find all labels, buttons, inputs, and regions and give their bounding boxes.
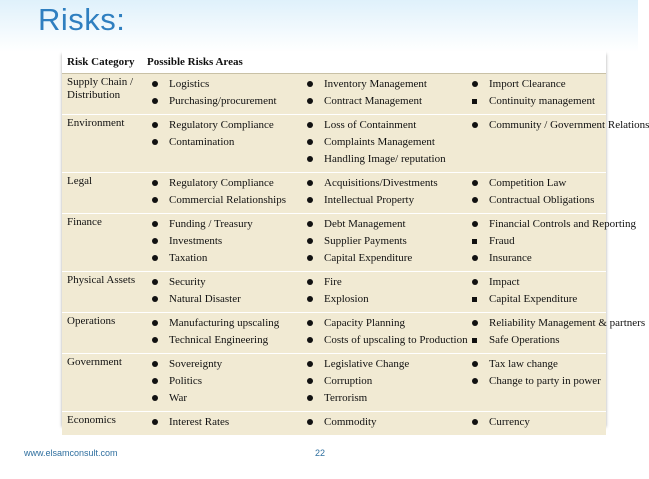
risk-area-label: Security — [169, 276, 206, 288]
list-item — [303, 136, 468, 149]
risk-area-label: Debt Management — [324, 218, 406, 230]
list-item — [468, 78, 618, 91]
risk-area-label: Funding / Treasury — [169, 218, 253, 230]
risk-areas-columns — [148, 216, 636, 269]
round-bullet-icon — [152, 221, 158, 227]
risk-area-label: Inventory Management — [324, 78, 427, 90]
risk-area-label: Capacity Planning — [324, 317, 405, 329]
risk-category-cell: Finance — [62, 214, 142, 272]
round-bullet-icon — [472, 122, 478, 128]
table-row — [62, 74, 606, 115]
list-item — [303, 95, 468, 108]
list-item — [468, 235, 618, 248]
round-bullet-icon — [152, 238, 158, 244]
table-row — [62, 354, 606, 412]
risk-area-label: Legislative Change — [324, 358, 410, 370]
risk-list — [468, 317, 646, 347]
risk-area-label: Commodity — [324, 416, 377, 428]
list-item — [468, 317, 646, 330]
list-item — [148, 194, 303, 207]
risk-areas-columns — [148, 274, 606, 310]
table-row — [62, 214, 606, 272]
round-bullet-icon — [152, 320, 158, 326]
round-bullet-icon — [152, 139, 158, 145]
risk-list — [148, 317, 303, 347]
risk-area-label: Tax law change — [489, 358, 558, 370]
risk-areas-column — [303, 356, 468, 409]
risk-areas-column — [148, 76, 303, 112]
list-item — [303, 78, 468, 91]
risk-area-label: Supplier Payments — [324, 235, 407, 247]
round-bullet-icon — [307, 139, 313, 145]
round-bullet-icon — [152, 81, 158, 87]
risk-area-label: Fire — [324, 276, 342, 288]
square-bullet-icon — [472, 338, 477, 343]
risk-area-label: Politics — [169, 375, 203, 387]
risk-area-label: Community / Government Relations — [489, 119, 649, 131]
risk-area-label: Technical Engineering — [169, 334, 269, 346]
header-risk-category: Risk Category — [62, 51, 142, 74]
risk-areas-column — [303, 216, 468, 269]
risk-category-cell: Economics — [62, 412, 142, 436]
risk-area-label: Continuity management — [489, 95, 596, 107]
round-bullet-icon — [472, 419, 478, 425]
list-item — [148, 136, 303, 149]
list-item — [303, 153, 468, 166]
list-item — [303, 194, 468, 207]
list-item — [468, 194, 618, 207]
round-bullet-icon — [472, 197, 478, 203]
risk-areas-column — [303, 117, 468, 170]
risk-list — [148, 177, 303, 207]
list-item — [148, 334, 303, 347]
round-bullet-icon — [307, 156, 313, 162]
round-bullet-icon — [307, 180, 313, 186]
risk-list — [303, 416, 468, 429]
list-item — [148, 358, 303, 371]
table-body — [62, 74, 649, 436]
risk-areas-column — [468, 76, 618, 112]
risk-area-label: Contractual Obligations — [489, 194, 595, 206]
round-bullet-icon — [152, 98, 158, 104]
risk-list — [468, 119, 649, 132]
round-bullet-icon — [307, 197, 313, 203]
list-item — [468, 375, 618, 388]
round-bullet-icon — [307, 238, 313, 244]
list-item — [468, 416, 618, 429]
list-item — [148, 78, 303, 91]
risk-list — [303, 177, 468, 207]
list-item — [303, 392, 468, 405]
table-row — [62, 173, 606, 214]
risk-areas-column — [468, 117, 649, 170]
round-bullet-icon — [152, 361, 158, 367]
slide-title: Risks: — [38, 2, 126, 37]
risk-areas-column — [148, 356, 303, 409]
round-bullet-icon — [307, 395, 313, 401]
risk-category-cell: Legal — [62, 173, 142, 214]
list-item — [148, 218, 303, 231]
round-bullet-icon — [307, 122, 313, 128]
risk-list — [468, 276, 618, 306]
risk-areas-columns — [148, 76, 606, 112]
risk-list — [303, 218, 468, 265]
round-bullet-icon — [307, 378, 313, 384]
list-item — [303, 416, 468, 429]
risk-area-label: Change to party in power — [489, 375, 601, 387]
risk-areas-cell — [142, 412, 606, 436]
round-bullet-icon — [472, 320, 478, 326]
list-item — [148, 276, 303, 289]
risk-area-label: War — [169, 392, 188, 404]
square-bullet-icon — [472, 239, 477, 244]
risk-areas-cell — [142, 173, 606, 214]
risk-area-label: Financial Controls and Reporting — [489, 218, 636, 230]
risk-areas-column — [468, 175, 618, 211]
list-item — [148, 119, 303, 132]
list-item — [303, 177, 468, 190]
risk-area-label: Sovereignty — [169, 358, 223, 370]
round-bullet-icon — [472, 221, 478, 227]
risk-area-label: Capital Expenditure — [489, 293, 578, 305]
risk-area-label: Costs of upscaling to Production — [324, 334, 468, 346]
risk-area-label: Currency — [489, 416, 530, 428]
page-number: 22 — [315, 448, 326, 458]
round-bullet-icon — [152, 180, 158, 186]
list-item — [468, 119, 649, 132]
list-item — [303, 218, 468, 231]
list-item — [468, 276, 618, 289]
risk-category-cell: Physical Assets — [62, 272, 142, 313]
risk-list — [468, 78, 618, 108]
risk-area-label: Reliability Management & partners — [489, 317, 646, 329]
list-item — [148, 392, 303, 405]
risk-areas-column — [303, 315, 468, 351]
risk-area-label: Fraud — [489, 235, 515, 247]
list-item — [148, 235, 303, 248]
risks-table-container — [62, 51, 649, 428]
risk-area-label: Interest Rates — [169, 416, 230, 428]
list-item — [148, 293, 303, 306]
risk-area-label: Logistics — [169, 78, 210, 90]
risk-areas-column — [468, 356, 618, 409]
risk-area-label: Regulatory Compliance — [169, 177, 274, 189]
risk-areas-column — [468, 274, 618, 310]
risk-category-cell: Supply Chain / Distribution — [62, 74, 142, 115]
risk-area-label: Natural Disaster — [169, 293, 241, 305]
list-item — [303, 358, 468, 371]
risk-list — [468, 358, 618, 388]
list-item — [303, 252, 468, 265]
risk-areas-column — [303, 414, 468, 433]
round-bullet-icon — [152, 378, 158, 384]
risk-areas-column — [148, 216, 303, 269]
round-bullet-icon — [307, 337, 313, 343]
risk-areas-cell — [142, 115, 649, 173]
risk-area-label: Import Clearance — [489, 78, 566, 90]
risk-list — [148, 78, 303, 108]
risk-area-label: Commercial Relationships — [169, 194, 287, 206]
risk-category-cell: Environment — [62, 115, 142, 173]
risks-table — [62, 51, 649, 435]
round-bullet-icon — [472, 81, 478, 87]
risk-areas-column — [148, 414, 303, 433]
round-bullet-icon — [152, 419, 158, 425]
list-item — [303, 334, 468, 347]
risk-areas-column — [468, 216, 636, 269]
round-bullet-icon — [307, 419, 313, 425]
risk-list — [303, 358, 468, 405]
risk-areas-cell — [142, 214, 636, 272]
round-bullet-icon — [152, 197, 158, 203]
risk-list — [468, 218, 636, 265]
round-bullet-icon — [307, 98, 313, 104]
square-bullet-icon — [472, 99, 477, 104]
risk-area-label: Explosion — [324, 293, 369, 305]
round-bullet-icon — [307, 221, 313, 227]
risk-list — [468, 416, 618, 429]
risk-area-label: Purchasing/procurement — [169, 95, 277, 107]
round-bullet-icon — [152, 395, 158, 401]
round-bullet-icon — [152, 296, 158, 302]
risk-areas-column — [148, 274, 303, 310]
risk-area-label: Taxation — [169, 252, 208, 264]
list-item — [468, 252, 618, 265]
square-bullet-icon — [472, 297, 477, 302]
risk-areas-column — [303, 76, 468, 112]
risk-areas-cell — [142, 272, 606, 313]
risk-areas-cell — [142, 74, 606, 115]
list-item — [303, 119, 468, 132]
round-bullet-icon — [472, 279, 478, 285]
footer-website: www.elsamconsult.com — [24, 448, 118, 458]
round-bullet-icon — [307, 279, 313, 285]
risk-area-label: Handling Image/ reputation — [324, 153, 446, 165]
round-bullet-icon — [152, 255, 158, 261]
round-bullet-icon — [307, 81, 313, 87]
risk-area-label: Complaints Management — [324, 136, 435, 148]
list-item — [148, 177, 303, 190]
risk-area-label: Regulatory Compliance — [169, 119, 274, 131]
risk-list — [148, 218, 303, 265]
list-item — [303, 276, 468, 289]
round-bullet-icon — [307, 255, 313, 261]
risk-area-label: Insurance — [489, 252, 532, 264]
list-item — [303, 293, 468, 306]
risk-areas-columns — [148, 414, 606, 433]
list-item — [148, 317, 303, 330]
risk-area-label: Contract Management — [324, 95, 423, 107]
risk-area-label: Impact — [489, 276, 520, 288]
list-item — [303, 375, 468, 388]
list-item — [303, 317, 468, 330]
round-bullet-icon — [152, 337, 158, 343]
risk-areas-cell — [142, 354, 606, 412]
risk-area-label: Capital Expenditure — [324, 252, 413, 264]
list-item — [148, 252, 303, 265]
risk-category-cell: Government — [62, 354, 142, 412]
risk-areas-column — [148, 117, 303, 170]
risk-areas-cell — [142, 313, 646, 354]
risk-list — [303, 78, 468, 108]
risk-areas-column — [468, 315, 646, 351]
risk-areas-column — [148, 315, 303, 351]
risk-area-label: Corruption — [324, 375, 373, 387]
risk-area-label: Terrorism — [324, 392, 368, 404]
list-item — [468, 334, 618, 347]
table-row — [62, 272, 606, 313]
risk-list — [303, 317, 468, 347]
risk-list — [303, 276, 468, 306]
risk-area-label: Intellectual Property — [324, 194, 415, 206]
table-row — [62, 412, 606, 436]
list-item — [468, 358, 618, 371]
risk-area-label: Manufacturing upscaling — [169, 317, 280, 329]
risk-areas-columns — [148, 117, 649, 170]
round-bullet-icon — [472, 180, 478, 186]
risk-list — [303, 119, 468, 166]
risk-list — [148, 119, 303, 149]
round-bullet-icon — [307, 361, 313, 367]
risk-area-label: Competition Law — [489, 177, 567, 189]
table-header-row — [62, 51, 606, 74]
risk-area-label: Loss of Containment — [324, 119, 417, 131]
list-item — [148, 375, 303, 388]
risk-areas-columns — [148, 356, 606, 409]
round-bullet-icon — [472, 255, 478, 261]
table-row — [62, 115, 606, 173]
risk-category-cell: Operations — [62, 313, 142, 354]
round-bullet-icon — [152, 122, 158, 128]
risk-areas-column — [303, 175, 468, 211]
list-item — [303, 235, 468, 248]
risk-area-label: Safe Operations — [489, 334, 560, 346]
risk-list — [148, 358, 303, 405]
list-item — [148, 95, 303, 108]
risk-areas-column — [468, 414, 618, 433]
risk-list — [148, 416, 303, 429]
round-bullet-icon — [152, 279, 158, 285]
risk-areas-columns — [148, 175, 606, 211]
risk-list — [468, 177, 618, 207]
round-bullet-icon — [307, 296, 313, 302]
risk-areas-column — [148, 175, 303, 211]
round-bullet-icon — [472, 378, 478, 384]
header-possible-risks-areas: Possible Risks Areas — [142, 51, 606, 74]
round-bullet-icon — [307, 320, 313, 326]
risk-area-label: Investments — [169, 235, 223, 247]
risk-list — [148, 276, 303, 306]
list-item — [468, 293, 618, 306]
round-bullet-icon — [472, 361, 478, 367]
risk-area-label: Contamination — [169, 136, 235, 148]
list-item — [468, 177, 618, 190]
risk-areas-columns — [148, 315, 646, 351]
list-item — [468, 218, 636, 231]
list-item — [468, 95, 618, 108]
list-item — [148, 416, 303, 429]
risk-area-label: Acquisitions/Divestments — [324, 177, 438, 189]
table-row — [62, 313, 606, 354]
risk-areas-column — [303, 274, 468, 310]
